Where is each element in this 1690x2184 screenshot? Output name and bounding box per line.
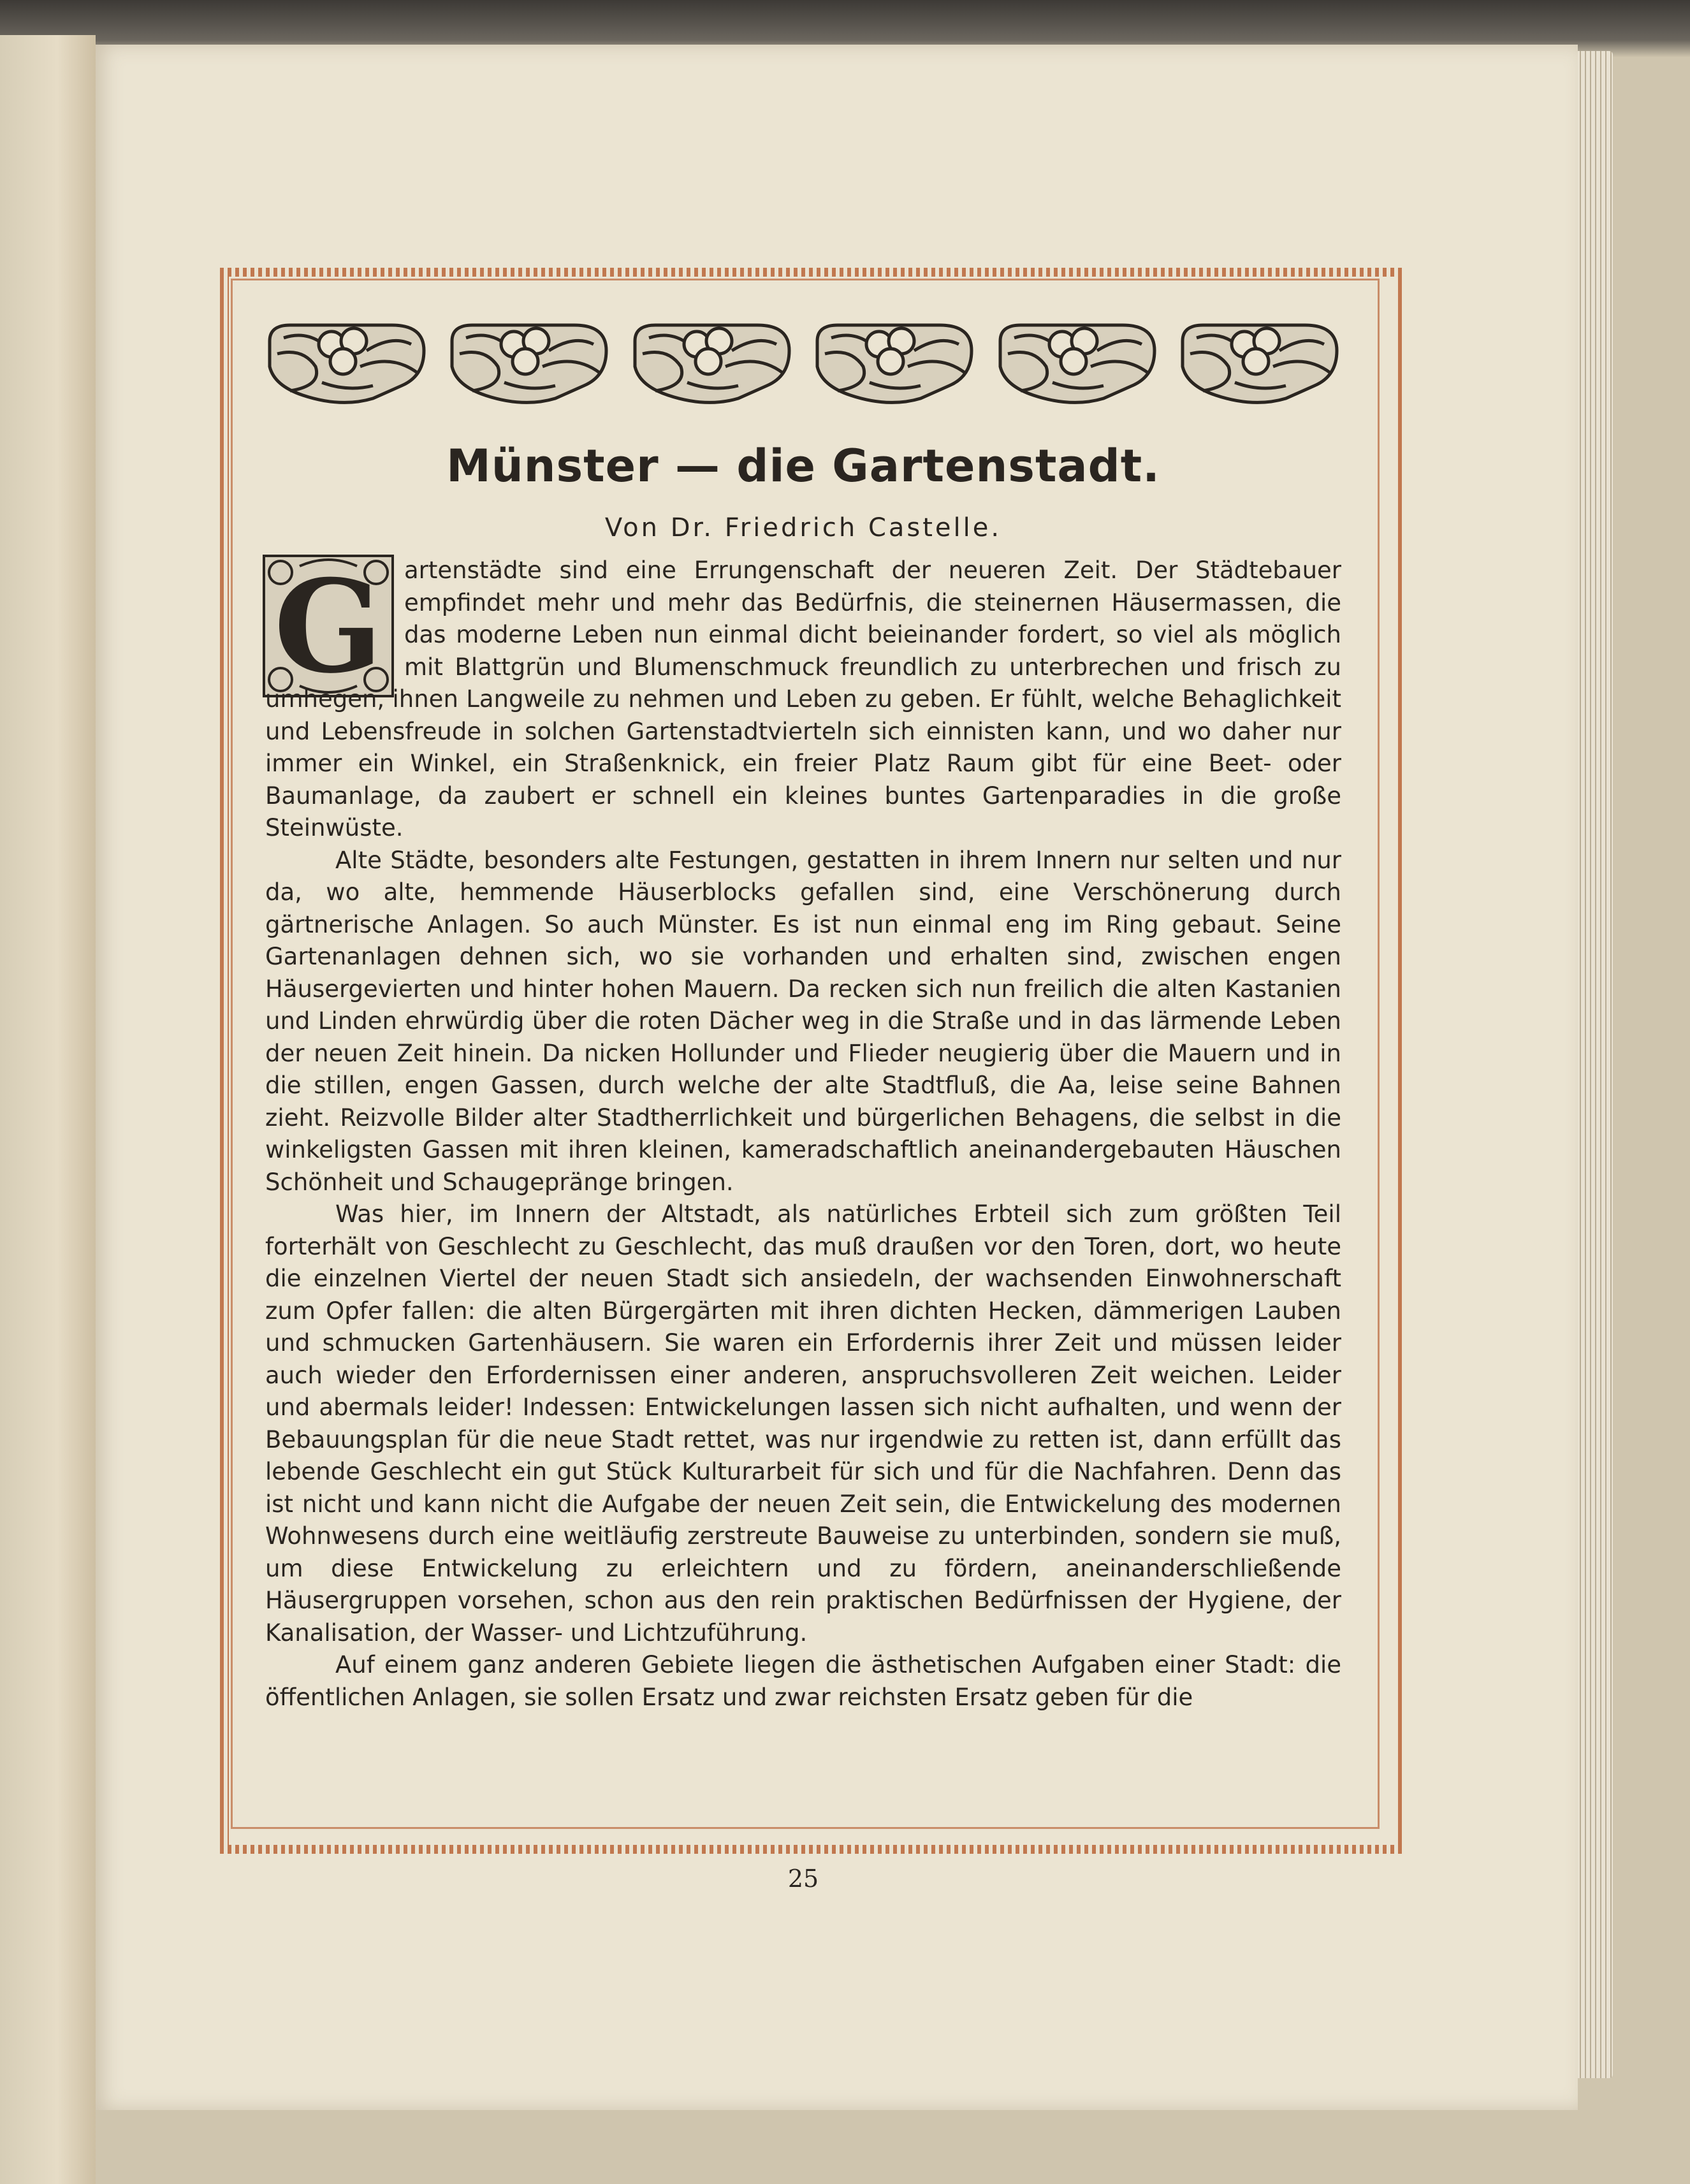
paragraph-1-text: artenstädte sind eine Errungenschaft der neueren Zeit. Der Städtebauer empfindet mehr und mehr das Bedürfnis, die steinernen Häusermassen, die das moderne Leben nun einmal dicht beieinander fordert, so viel als möglich mit Blattgrün und Blumenschmuck freundlich zu unterbrechen und frisch zu umhegen, ihnen Langweile zu nehmen und Leben zu geben. Er fühlt, welche Behaglichkeit und Lebensfreude in solchen Gartenstadtvierteln sich einnisten kann, und wo daher nur immer ein Winkel, ein Straßenknick, ein freier Platz Raum gibt für eine Beet- oder Baumanlage, da zaubert er schnell ein kleines buntes Gartenparadies in die große Steinwüste. [265,557,1341,841]
article-author: Von Dr. Friedrich Castelle. [604,513,1002,542]
paragraph-2: Alte Städte, besonders alte Festungen, gestatten in ihrem Innern nur selten und nur da, wo alte, hemmende Häuserblocks gefallen sind, eine Verschönerung durch gärtnerische Anlagen. So auch Münster. Es ist nun einmal eng im Ring gebaut. Seine Gartenanlagen dehnen sich, wo sie vorhanden und erhalten sind, zwischen engen Häusergevierten und hinter hohen Mauern. Da recken sich nun freilich die alten Kastanien und Linden ehrwürdig über die roten Dächer weg in die Straße und in das lärmende Leben der neuen Zeit hinein. Da nicken Hollunder und Flieder neugierig über die Mauern und in die stillen, engen Gassen, durch welche der alte Stadtfluß, die Aa, leise seine Bahnen zieht. Reizvolle Bilder alter Stadtherrlichkeit und bürgerlichen Behagens, die selbst in die winkeligsten Gassen mit ihren kleinen, kameradschaftlich aneinandergebauten Häuschen Schönheit und Schaugepränge bringen. [265,846,1341,1196]
paragraph-3: Was hier, im Innern der Altstadt, als natürliches Erbteil sich zum größten Teil forterhält von Geschlecht zu Geschlecht, das muß draußen vor den Toren, dort, wo heute die einzelnen Viertel der neuen Stadt sich ansiedeln, der wachsenden Einwohnerschaft zum Opfer fallen: die alten Bürgergärten mit ihren dichten Hecken, dämmerigen Lauben und schmucken Gartenhäusern. Sie waren ein Erfordernis ihrer Zeit und müssen leider auch wieder den Erfordernissen einer anderen, anspruchsvolleren Zeit weichen. Leider und abermals leider! Indessen: Entwickelungen lassen sich nicht aufhalten, und wenn der Bebauungsplan für die neue Stadt rettet, was nur irgendwie zu retten ist, dann erfüllt das lebende Geschlecht ein gut Stück Kulturarbeit für sich und für die Nachfahren. Denn das ist nicht und kann nicht die Aufgabe der neuen Zeit sein, die Entwickelung des modernen Wohnwesens durch eine weitläufig zerstreute Bauweise zu unterbinden, sondern sie muß, um diese Entwickelung zu erleichtern und zu fördern, aneinanderschließende Häusergruppen vorsehen, schon aus den rein praktischen Bedürfnissen der Hygiene, der Kanalisation, der Wasser- und Lichtzuführung. [265,1200,1341,1647]
drop-cap-letter: G [273,553,383,699]
page-number: 25 [787,1865,819,1893]
floral-ornament-icon [630,316,794,411]
article-body [265,555,1341,1714]
floral-ornament-icon [1177,316,1342,411]
floral-ornament-icon [447,316,611,411]
paragraph-1 [265,555,1341,845]
floral-ornament-band [265,316,1342,411]
left-page-edge [0,35,96,2184]
floral-ornament-icon [265,316,429,411]
floral-ornament-icon [995,316,1160,411]
floral-ornament-icon [812,316,977,411]
article-title: Münster — die Gartenstadt. [446,440,1160,492]
drop-cap-space [265,555,404,682]
paragraph-4: Auf einem ganz anderen Gebiete liegen die ästhetischen Aufgaben einer Stadt: die öffentlichen Anlagen, sie sollen Ersatz und zwar reichsten Ersatz geben für die [265,1651,1341,1711]
